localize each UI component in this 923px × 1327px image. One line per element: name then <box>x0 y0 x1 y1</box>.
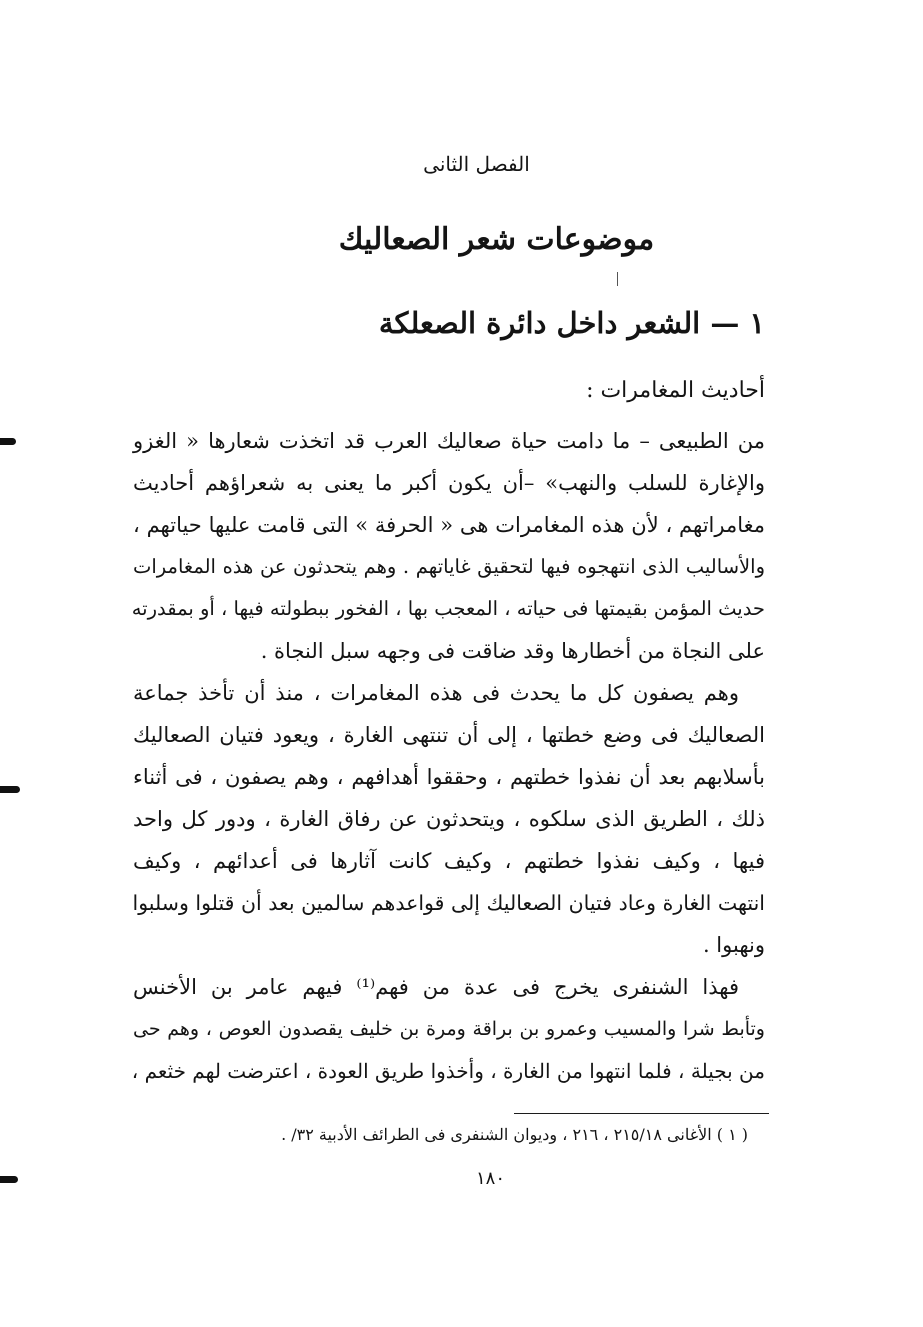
paragraph-line: على النجاة من أخطارها وقد ضاقت فى وجهه سبل النجاة . <box>260 639 765 663</box>
paragraph-line: من بجيلة ، فلما انتهوا من الغارة ، وأخذوا طريق العودة ، اعترضت لهم خثعم ، <box>131 1059 765 1083</box>
gutter-tick <box>617 272 618 286</box>
paragraph-line: بأسلابهم بعد أن نفذوا خطتهم ، وحققوا أهدافهم ، وهم يصفون ، فى أثناء <box>133 765 765 789</box>
paragraph-line: وهم يصفون كل ما يحدث فى هذه المغامرات ، منذ أن تأخذ جماعة <box>133 681 739 705</box>
paragraph-line: حديث المؤمن بقيمتها فى حياته ، المعجب بها ، الفخور ببطولته فيها ، أو بمقدرته <box>131 597 765 620</box>
subheading: أحاديث المغامرات : <box>586 378 765 403</box>
paragraph-line: والإغارة للسلب والنهب» –أن يكون أكبر ما يعنى به شعراؤهم أحاديث <box>133 471 765 495</box>
footnote-separator <box>514 1113 769 1114</box>
paragraph-line: انتهت الغارة وعاد فتيان الصعاليك إلى قواعدهم سالمين بعد أن قتلوا وسلبوا <box>132 891 765 915</box>
page-number: ١٨٠ <box>475 1168 505 1189</box>
paragraph-line: وتأبط شرا والمسيب وعمرو بن براقة ومرة بن خليف يقصدون العوص ، وهم حى <box>133 1018 765 1040</box>
chapter-label: الفصل الثانى <box>423 152 530 176</box>
paragraph-line: ذلك ، الطريق الذى سلكوه ، ويتحدثون عن رفاق الغارة ، ودور كل واحد <box>133 807 765 831</box>
footnote: ( ١ ) الأغانى ٢١٥/١٨ ، ٢١٦ ، وديوان الشنفرى فى الطرائف الأدبية ٣٢/ . <box>281 1125 748 1144</box>
paragraph-line: فيها ، وكيف نفذوا خطتهم ، وكيف كانت آثارها فى أعدائهم ، وكيف <box>133 849 765 873</box>
binding-mark <box>0 786 20 793</box>
binding-mark <box>0 438 16 445</box>
chapter-title: موضوعات شعر الصعاليك <box>338 222 655 257</box>
section-heading: ١ — الشعر داخل دائرة الصعلكة <box>378 306 765 340</box>
paragraph-line: من الطبيعى – ما دامت حياة صعاليك العرب قد اتخذت شعارها « الغزو <box>133 429 765 453</box>
paragraph-line: الصعاليك فى وضع خطتها ، إلى أن تنتهى الغارة ، ويعود فتيان الصعاليك <box>133 723 765 747</box>
paragraph-line: ونهبوا . <box>702 933 765 957</box>
paragraph-line: فهذا الشنفرى يخرج فى عدة من فهم⁽¹⁾ فيهم عامر بن الأخنس <box>133 975 739 999</box>
paragraph-line: والأساليب الذى انتهجوه فيها لتحقيق غاياتهم . وهم يتحدثون عن هذه المغامرات <box>133 555 765 578</box>
paragraph-line: مغامراتهم ، لأن هذه المغامرات هى « الحرفة » التى قامت عليها حياتهم ، <box>133 513 765 537</box>
